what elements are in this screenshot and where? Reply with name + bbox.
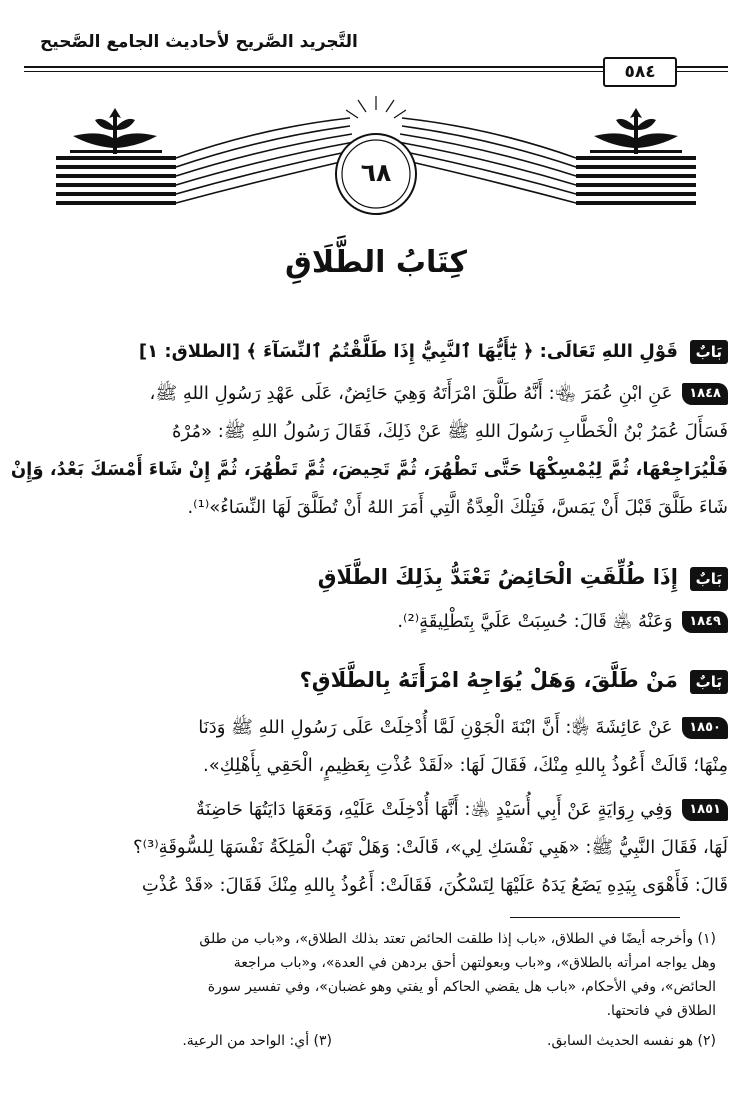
- hadith-text: عَنِ ابْنِ عُمَرَ ﵄: أَنَّهُ طَلَّقَ امْرَأَتَهُ وَهِيَ حَائِضٌ، عَلَى عَهْدِ رَسُولِ اللهِ ﷺ،: [149, 383, 673, 404]
- footnote-1-line-4: الطلاق في فاتحتها.: [606, 1003, 716, 1019]
- left-stripes-ornament: [56, 156, 176, 205]
- hadith-1850-line-1: [24, 709, 728, 747]
- running-title: التَّجريد الصَّريح لأحاديث الجامع الصَّحيح: [40, 32, 358, 52]
- bab-3-heading-row: [24, 661, 728, 701]
- hadith-number: ١٨٥١: [682, 799, 728, 821]
- bab-3-heading: مَنْ طَلَّقَ، وَهَلْ يُوَاجِهُ امْرَأَتَهُ بِالطَّلَاقِ؟: [299, 668, 678, 692]
- hadith-1848-line-3: فَلْيُرَاجِعْهَا، ثُمَّ لِيُمْسِكْهَا حَتَّى تَطْهُرَ، ثُمَّ تَحِيضَ، ثُمَّ تَطْهُرَ، ثُمَّ إِنْ شَاءَ أَمْسَكَ بَعْدُ، وَإِنْ: [10, 459, 728, 480]
- hadith-1848-line-2: فَسَأَلَ عُمَرُ بْنُ الْخَطَّابِ رَسُولَ اللهِ ﷺ عَنْ ذَلِكَ، فَقَالَ رَسُولُ اللهِ ﷺ: «مُرْهُ: [172, 421, 728, 442]
- hadith-text: وَعَنْهُ ﵁ قَالَ: حُسِبَتْ عَلَيَّ بِتَطْلِيقَةٍ⁽²⁾.: [397, 611, 673, 632]
- sun-rays: [346, 96, 406, 118]
- hadith-text: وَفِي رِوَايَةٍ عَنْ أَبِي أُسَيْدٍ ﵁: أَنَّهَا أُدْخِلَتْ عَلَيْهِ، وَمَعَهَا دَايَتُهَا حَاضِنَةٌ: [195, 799, 673, 820]
- hadith-1848-line-1: [24, 375, 728, 413]
- footnote-1-line-3: الحائض»، وفي الأحكام، «باب هل يقضي الحاكم أو يفتي وهو غضبان»، وفي تفسير سورة: [207, 979, 716, 995]
- bab-1-heading: قَوْلِ اللهِ تَعَالَى: ﴿ يَٰٓأَيُّهَا ٱلنَّبِيُّ إِذَا طَلَّقْتُمُ ٱلنِّسَآءَ ﴾ [الطلاق: ١]: [138, 341, 678, 362]
- footnote-3: (٣) أي: الواحد من الرعية.: [182, 1033, 332, 1049]
- hadith-1850-line-2: مِنْهَا؛ قَالَتْ أَعُوذُ بِاللهِ مِنْكَ، فَقَالَ لَهَا: «لَقَدْ عُذْتِ بِعَظِيمٍ، الْحَقِي بِأَهْلِكِ».: [203, 755, 728, 776]
- bab-2-heading-row: [24, 558, 728, 598]
- footnote-2: (٢) هو نفسه الحديث السابق.: [547, 1033, 716, 1049]
- hadith-1849-line-1: [24, 603, 728, 641]
- hadith-text: عَنْ عَائِشَةَ ﵂: أَنَّ ابْنَةَ الْجَوْنِ لَمَّا أُدْخِلَتْ عَلَى رَسُولِ اللهِ ﷺ وَدَنَا: [198, 717, 673, 738]
- hadith-1848-line-4: شَاءَ طَلَّقَ قَبْلَ أَنْ يَمَسَّ، فَتِلْكَ الْعِدَّةُ الَّتِي أَمَرَ اللهُ أَنْ تُطَلَّقَ لَهَا النِّسَاءُ»⁽¹⁾.: [187, 497, 728, 518]
- right-tree-ornament: [590, 108, 682, 154]
- bab-1-heading-row: [24, 333, 728, 371]
- chapter-number: ٦٨: [360, 157, 392, 187]
- footnote-separator: [510, 917, 680, 918]
- hadith-number: ١٨٤٩: [682, 611, 728, 633]
- footnote-1-line-2: وهل يواجه امرأته بالطلاق»، و«باب وبعولتهن أحق بردهن في العدة»، و«باب مراجعة: [233, 955, 716, 971]
- hadith-number: ١٨٥٠: [682, 717, 728, 739]
- bab-badge: بَابٌ: [690, 670, 728, 694]
- hadith-1851-line-1: [24, 791, 728, 829]
- bab-badge: بَابٌ: [690, 567, 728, 591]
- left-tree-ornament: [70, 108, 162, 154]
- hadith-1851-line-2: لَهَا، فَقَالَ النَّبِيُّ ﷺ: «هَبِي نَفْسَكِ لِي»، قَالَتْ: وَهَلْ تَهَبُ الْمَلِكَةُ نَفْسَهَا لِلسُّوقَةِ⁽³⁾؟: [133, 837, 728, 858]
- footnote-1-line-1: (١) وأخرجه أيضًا في الطلاق، «باب إذا طلقت الحائض تعتد بذلك الطلاق»، و«باب من طلق: [199, 931, 716, 947]
- bab-2-heading: إِذَا طُلِّقَتِ الْحَائِضُ تَعْتَدُّ بِذَلِكَ الطَّلَاقِ: [317, 565, 678, 589]
- hadith-number: ١٨٤٨: [682, 383, 728, 405]
- book-title: كِتَابُ الطَّلَاقِ: [285, 245, 467, 280]
- right-stripes-ornament: [576, 156, 696, 205]
- hadith-1851-line-3: قَالَ: فَأَهْوَى بِيَدِهِ يَضَعُ يَدَهُ عَلَيْهَا لِتَسْكُنَ، فَقَالَتْ: أَعُوذُ بِاللهِ مِنْكَ فَقَالَ: «قَدْ عُذْتِ: [141, 875, 728, 896]
- bab-badge: بَابٌ: [690, 340, 728, 364]
- page-number: ٥٨٤: [603, 57, 677, 87]
